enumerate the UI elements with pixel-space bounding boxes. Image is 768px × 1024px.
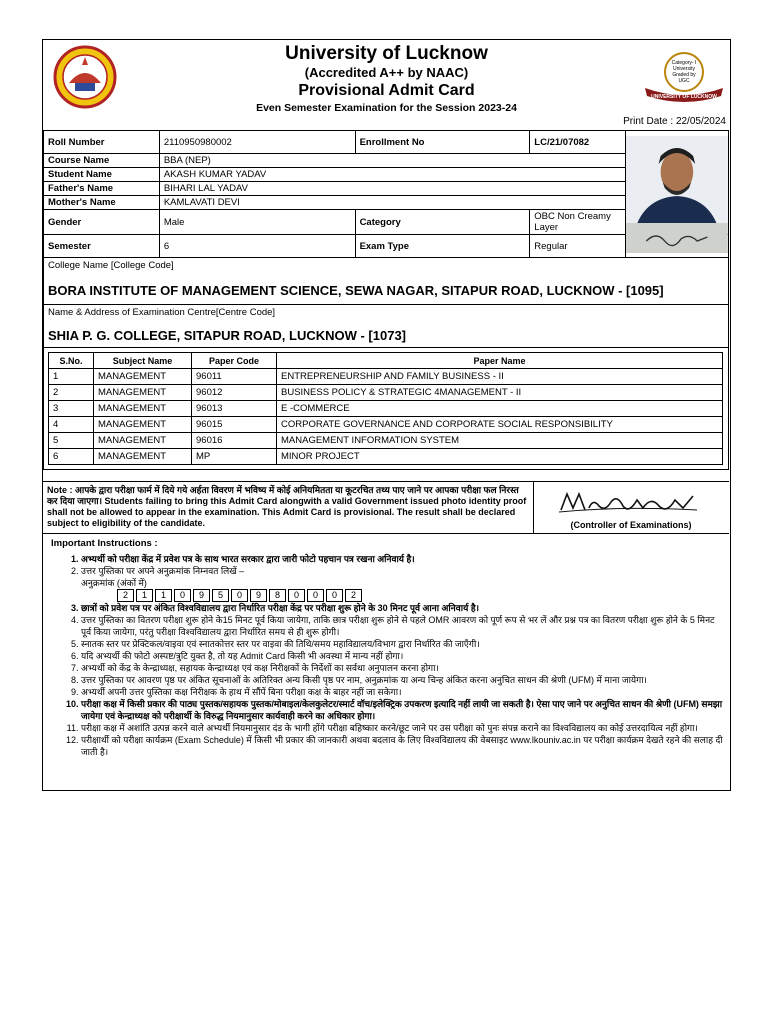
paper-code: 96013 (192, 401, 277, 417)
enroll-label: Enrollment No (355, 131, 530, 154)
instruction-item: 6. यदि अभ्यर्थी की फोटो अस्पष्ट/त्रुटि युक्त है, तो यह Admit Card किसी भी अवस्था में मान्य नहीं होगा। (81, 650, 725, 662)
paper-subject: MANAGEMENT (94, 385, 192, 401)
roll-digit: 1 (136, 589, 153, 602)
roll-digit: 0 (307, 589, 324, 602)
paper-sno: 1 (49, 369, 94, 385)
table-row (49, 433, 723, 449)
instruction-item (81, 565, 725, 602)
instruction-item: 5. स्नातक स्तर पर प्रेक्टिकल/वाइवा एवं स्नातकोत्तर स्तर पर वाइवा की तिथि/समय महाविद्यालय/विभाग द्वारा निर्धारित की जाएँगी। (81, 638, 725, 650)
papers-header: Subject Name (94, 353, 192, 369)
gender-label: Gender (44, 210, 160, 235)
signature-cell (626, 235, 729, 258)
roll-digit: 0 (326, 589, 343, 602)
badge-line-4: UGC (678, 78, 690, 84)
semester-label: Semester (44, 235, 160, 258)
controller-label: (Controller of Examinations) (570, 520, 692, 530)
paper-name: E -COMMERCE (277, 401, 723, 417)
roll-digit: 1 (155, 589, 172, 602)
exam-type-value: Regular (530, 235, 626, 258)
centre-cell (44, 305, 729, 348)
mother-label: Mother's Name (44, 196, 160, 210)
instruction-item: 1. अभ्यर्थी को परीक्षा केंद्र में प्रवेश पत्र के साथ भारत सरकार द्वारा जारी फोटो पहचान पत्र रखना अनिवार्य है। (81, 553, 725, 565)
accreditation: (Accredited A++ by NAAC) (304, 65, 469, 80)
table-row (49, 369, 723, 385)
paper-subject: MANAGEMENT (94, 433, 192, 449)
university-emblem-icon (53, 45, 117, 109)
enroll-value: LC/21/07082 (530, 131, 626, 154)
roll-digit: 8 (269, 589, 286, 602)
badge-line-1: Category- I (671, 60, 697, 66)
paper-subject: MANAGEMENT (94, 401, 192, 417)
exam-type-label: Exam Type (355, 235, 530, 258)
papers-cell (44, 348, 729, 470)
roll-digit: 2 (345, 589, 362, 602)
paper-sno: 6 (49, 449, 94, 465)
instruction-item: 7. अभ्यर्थी को केंद्र के केन्द्राध्यक्ष, सहायक केन्द्राध्यक्ष एवं कक्ष निरीक्षकों के निर्देशों का सर्वथा अनुपालन करना होगा। (81, 662, 725, 674)
instructions-title: Important Instructions : (51, 538, 158, 549)
paper-name: MANAGEMENT INFORMATION SYSTEM (277, 433, 723, 449)
college-name: BORA INSTITUTE OF MANAGEMENT SCIENCE, SEWA NAGAR, SITAPUR ROAD, LUCKNOW - [1095] (48, 283, 664, 298)
roll-digit: 9 (193, 589, 210, 602)
paper-subject: MANAGEMENT (94, 417, 192, 433)
paper-name: ENTREPRENEURSHIP AND FAMILY BUSINESS - II (277, 369, 723, 385)
papers-table (48, 352, 723, 465)
note-text: Note : आपके द्वारा परीक्षा फार्म में दिये गये अर्हता विवरण में भविष्य में कोई अनियमितता या कूटरचित तथ्य पाए जाने पर आपका परीक्षा फल निरस्त कर दिया जाएगा। Students failing to bring this Admit Card alongwith a valid Government issued photo identity proof shall not be allowed to appear in the examination. This Admit Card is provisional. The result shall be declared subject to eligibility of the candidate. (47, 485, 527, 528)
roll-value: 2110950980002 (159, 131, 355, 154)
category-label: Category (355, 210, 530, 235)
gender-value: Male (159, 210, 355, 235)
paper-code: 96011 (192, 369, 277, 385)
instruction-item: 11. परीक्षा कक्ष में अशांति उत्पन्न करने वाले अभ्यर्थी नियमानुसार दंड के भागी होंगे परीक्षा बहिष्कार करने/छूट जाने पर उस परीक्षा को पुनः संपन्न कराने का विश्वविद्यालय का कोई उत्तरदायित्व नहीं होगा। (81, 722, 725, 734)
paper-name: CORPORATE GOVERNANCE AND CORPORATE SOCIAL RESPONSIBILITY (277, 417, 723, 433)
father-label: Father's Name (44, 182, 160, 196)
paper-sno: 3 (49, 401, 94, 417)
centre-label: Name & Address of Examination Centre[Centre Code] (48, 307, 276, 318)
table-row (49, 449, 723, 465)
student-name-value: AKASH KUMAR YADAV (159, 168, 625, 182)
admit-card (42, 39, 731, 791)
instruction-item: 9. अभ्यर्थी अपनी उत्तर पुस्तिका कक्ष निरीक्षक के हाथ में सौंपें बिना परीक्षा कक्ष के बाहर नहीं जा सकेगा। (81, 686, 725, 698)
student-info-table (43, 130, 729, 470)
centre-name: SHIA P. G. COLLEGE, SITAPUR ROAD, LUCKNOW - [1073] (48, 328, 407, 343)
university-name: University of Lucknow (285, 43, 488, 64)
table-row (49, 385, 723, 401)
college-cell (44, 258, 729, 305)
paper-sno: 5 (49, 433, 94, 449)
roll-digit: 0 (174, 589, 191, 602)
paper-code: 96015 (192, 417, 277, 433)
paper-subject: MANAGEMENT (94, 369, 192, 385)
table-row (49, 401, 723, 417)
paper-code: 96012 (192, 385, 277, 401)
instruction-item: 3. छात्रों को प्रवेश पत्र पर अंकित विश्वविद्यालय द्वारा निर्धारित परीक्षा केंद्र पर परीक्षा शुरू होने के 30 मिनट पूर्व आना अनिवार्य है। (81, 602, 725, 614)
papers-header: Paper Name (277, 353, 723, 369)
student-photo (626, 136, 728, 226)
category-value: OBC Non Creamy Layer (530, 210, 626, 235)
roll-digit-boxes (117, 589, 364, 602)
semester-value: 6 (159, 235, 355, 258)
doc-title: Provisional Admit Card (298, 82, 475, 99)
roll-prefix: अनुक्रमांक (अंकों में) (81, 578, 147, 588)
table-row (49, 417, 723, 433)
roll-label: Roll Number (44, 131, 160, 154)
instruction-item: 12. परीक्षार्थी को परीक्षा कार्यक्रम (Exam Schedule) में किसी भी प्रकार की जानकारी अथवा बदलाव के लिए विश्वविद्यालय की वेबसाइट www.lkouniv.ac.in पर परीक्षा कार्यक्रम देखते रहने की सलाह दी जाती है। (81, 734, 725, 758)
instruction-item: 10. परीक्षा कक्ष में किसी प्रकार की पाठ्य पुस्तक/सहायक पुस्तक/मोबाइल/केलकुलेटर/स्मार्ट वॉच/इलेक्ट्रिक उपकरण इत्यादि नहीं लायी जा सकती है। ऐसा पाए जाने पर अनुचित साधन की श्रेणी (UFM) समझा जायेगा एवं केन्द्राध्यक्ष को परीक्षार्थी के विरुद्ध नियमानुसार कार्यवाही करने का अधिकार होगा। (81, 698, 725, 722)
note-section (43, 481, 729, 534)
course-label: Course Name (44, 154, 160, 168)
session-title: Even Semester Examination for the Session 2023-24 (256, 102, 517, 114)
roll-digit: 9 (250, 589, 267, 602)
roll-digit: 0 (288, 589, 305, 602)
papers-header: S.No. (49, 353, 94, 369)
mother-value: KAMLAVATI DEVI (159, 196, 625, 210)
paper-sno: 4 (49, 417, 94, 433)
paper-name: BUSINESS POLICY & STRATEGIC 4MANAGEMENT - II (277, 385, 723, 401)
card-header (43, 40, 730, 115)
instruction-text: उत्तर पुस्तिका पर अपने अनुक्रमांक निम्नवत लिखें – (81, 566, 245, 576)
roll-digit: 0 (231, 589, 248, 602)
roll-digit: 5 (212, 589, 229, 602)
instruction-item: 4. उत्तर पुस्तिका का वितरण परीक्षा शुरू होने के15 मिनट पूर्व किया जायेगा, ताकि छात्र परीक्षा शुरू होने से पहले OMR आवरण को पूर्ण रूप से भर लें और प्रश्न पत्र का वितरण परीक्षा शुरू होने के 5 मिनट पूर्व किया जायेगा, परंतु परीक्षा विश्वविद्यालय द्वारा निर्धारित समय से ही शुरू होगी। (81, 614, 725, 638)
papers-header: Paper Code (192, 353, 277, 369)
paper-subject: MANAGEMENT (94, 449, 192, 465)
college-label: College Name [College Code] (48, 260, 174, 271)
badge-line-3: Graded by (672, 72, 696, 78)
paper-sno: 2 (49, 385, 94, 401)
paper-code: 96016 (192, 433, 277, 449)
instructions-section (47, 538, 725, 758)
badge-line-2: University (673, 66, 695, 72)
student-signature (626, 223, 728, 253)
instruction-item: 8. उत्तर पुस्तिका पर आवरण पृष्ठ पर अंकित सूचनाओं के अतिरिक्त अन्य किसी पृष्ठ पर नाम, अनुक्रमांक या अन्य चिन्ह अंकित करना अनुचित साधन की श्रेणी (UFM) में माना जायेगा। (81, 674, 725, 686)
badge-ribbon: UNIVERSITY OF LUCKNOW (651, 94, 717, 100)
controller-signature (553, 488, 703, 516)
course-value: BBA (NEP) (159, 154, 625, 168)
paper-code: MP (192, 449, 277, 465)
roll-digit: 2 (117, 589, 134, 602)
photo-cell (626, 131, 729, 235)
instructions-list (47, 553, 725, 758)
paper-name: MINOR PROJECT (277, 449, 723, 465)
ugc-grade-badge-icon (641, 48, 727, 108)
student-name-label: Student Name (44, 168, 160, 182)
father-value: BIHARI LAL YADAV (159, 182, 625, 196)
print-date: Print Date : 22/05/2024 (623, 116, 726, 127)
